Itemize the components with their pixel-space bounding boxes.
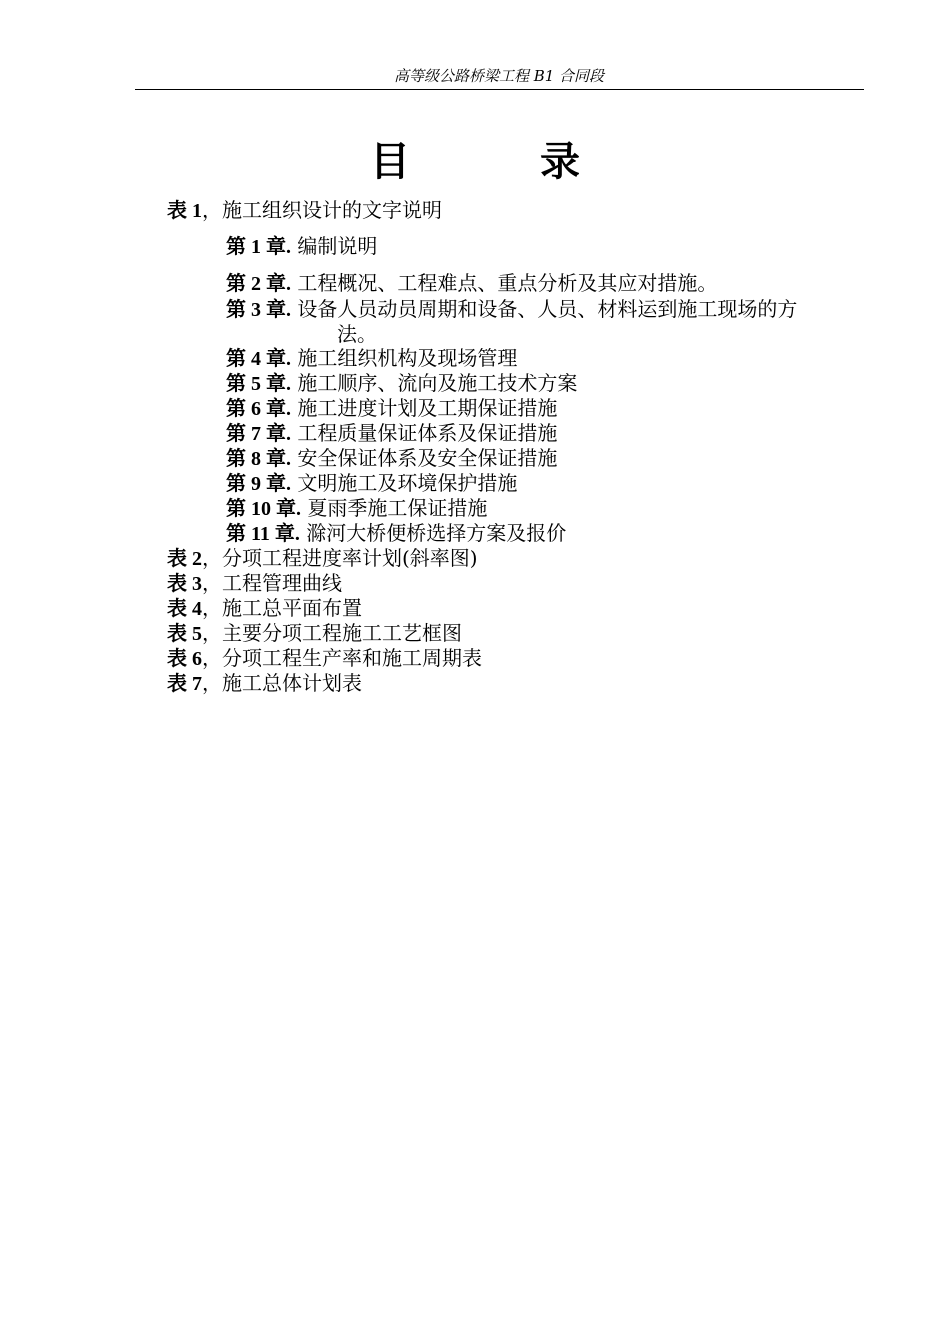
toc-item-number: 第 6 章. (226, 398, 291, 420)
toc-item-chapter-9[interactable] (226, 471, 517, 497)
page-header: 高等级公路桥梁工程 B1 合同段 (393, 67, 605, 85)
toc-item-number: 表 3 (167, 573, 202, 595)
toc-item-number: 表 2 (167, 548, 202, 570)
toc-item-table-2[interactable] (167, 546, 478, 572)
toc-item-label: ，工程管理曲线 (202, 571, 342, 595)
toc-item-label: 安全保证体系及安全保证措施 (291, 446, 558, 470)
toc-item-number: 第 5 章. (226, 373, 291, 395)
toc-item-chapter-3-continued: 法。 (337, 322, 377, 346)
toc-item-chapter-10[interactable] (226, 496, 487, 522)
toc-item-label: 施工顺序、流向及施工技术方案 (291, 371, 578, 395)
toc-item-chapter-5[interactable] (226, 371, 577, 397)
toc-item-chapter-7[interactable] (226, 421, 557, 447)
toc-item-label: 工程概况、工程难点、重点分析及其应对措施。 (291, 271, 718, 295)
toc-item-label: 工程质量保证体系及保证措施 (291, 421, 558, 445)
toc-item-number: 第 9 章. (226, 473, 291, 495)
toc-item-number: 表 6 (167, 648, 202, 670)
toc-item-label: ，分项工程进度率计划(斜率图) (202, 546, 478, 570)
toc-item-number: 表 5 (167, 623, 202, 645)
toc-item-label: 文明施工及环境保护措施 (291, 471, 518, 495)
toc-item-chapter-1[interactable] (226, 234, 377, 260)
toc-item-label: 施工进度计划及工期保证措施 (291, 396, 558, 420)
toc-item-label: ，主要分项工程施工工艺框图 (202, 621, 462, 645)
title-char-2: 录 (540, 138, 580, 185)
toc-item-number: 第 2 章. (226, 273, 291, 295)
toc-item-chapter-6[interactable] (226, 396, 557, 422)
toc-item-table-5[interactable] (167, 621, 462, 647)
toc-item-table-4[interactable] (167, 596, 362, 622)
toc-item-chapter-8[interactable] (226, 446, 557, 472)
toc-item-number: 第 11 章. (226, 523, 300, 545)
title-char-1: 目 (370, 138, 410, 185)
toc-item-label: ，施工组织设计的文字说明 (202, 198, 442, 222)
toc-item-chapter-2[interactable] (226, 271, 717, 297)
toc-item-label: ，分项工程生产率和施工周期表 (202, 646, 482, 670)
toc-item-label: 夏雨季施工保证措施 (301, 496, 488, 520)
toc-item-chapter-11[interactable] (226, 521, 566, 547)
toc-item-label: 设备人员动员周期和设备、人员、材料运到施工现场的方 (291, 297, 798, 321)
toc-item-label: ，施工总体计划表 (202, 671, 362, 695)
toc-item-table-1[interactable] (167, 198, 442, 224)
toc-item-chapter-3[interactable] (226, 297, 797, 323)
toc-item-chapter-4[interactable] (226, 346, 517, 372)
toc-item-label: 施工组织机构及现场管理 (291, 346, 518, 370)
toc-item-label: 滁河大桥便桥选择方案及报价 (299, 521, 567, 545)
toc-item-number: 第 1 章. (226, 236, 291, 258)
toc-item-number: 第 8 章. (226, 448, 291, 470)
toc-item-number: 表 1 (167, 200, 202, 222)
toc-item-number: 第 4 章. (226, 348, 291, 370)
header-divider (135, 89, 864, 90)
toc-item-label: ，施工总平面布置 (202, 596, 362, 620)
toc-item-number: 表 7 (167, 673, 202, 695)
toc-item-number: 第 10 章. (226, 498, 301, 520)
toc-item-number: 第 7 章. (226, 423, 291, 445)
toc-item-number: 表 4 (167, 598, 202, 620)
toc-item-label: 编制说明 (291, 234, 378, 258)
page-title (0, 136, 950, 188)
toc-item-table-7[interactable] (167, 671, 362, 697)
toc-item-number: 第 3 章. (226, 299, 291, 321)
toc-item-table-6[interactable] (167, 646, 482, 672)
toc-item-table-3[interactable] (167, 571, 342, 597)
